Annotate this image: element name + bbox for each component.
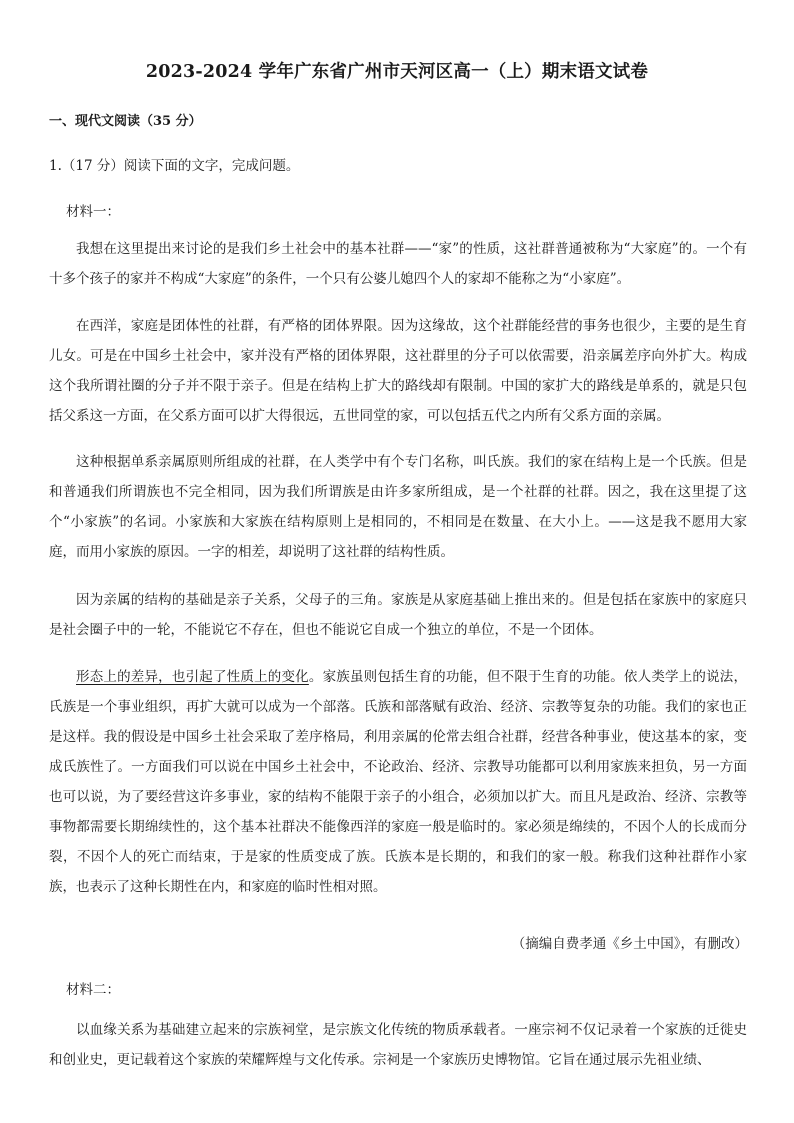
material1-paragraph-3: 这种根据单系亲属原则所组成的社群，在人类学中有个专门名称，叫氏族。我们的家在结构上是一个氏族。但是和普通我们所谓族也不完全相同，因为我们所谓族是由许多家所组成，是一个社群的社群。因之，我在这里提了这个“小家族”的名词。小家族和大家族在结构原则上是相同的，不相同是在数量、在大小上。——这是我不愿用大家庭，而用小家族的原因。一字的相差，却说明了这社群的结构性质。 [49,454,747,560]
material1-paragraph-2: 在西洋，家庭是团体性的社群，有严格的团体界限。因为这缘故，这个社群能经营的事务也很少，主要的是生育儿女。可是在中国乡土社会中，家并没有严格的团体界限，这社群里的分子可以依需要，沿亲属差序向外扩大。构成这个我所谓社圈的分子并不限于亲子。但是在结构上扩大的路线却有限制。中国的家扩大的路线是单系的，就是只包括父系这一方面，在父系方面可以扩大得很远，五世同堂的家，可以包括五代之内所有父系方面的亲属。 [49,318,747,424]
material1-paragraph-4: 因为亲属的结构的基础是亲子关系，父母子的三角。家族是从家庭基础上推出来的。但是包括在家族中的家庭只是社会圈子中的一轮，不能说它不存在，但也不能说它自成一个独立的单位，不是一个团体。 [49,592,747,638]
material1-source: （摘编自费孝通《乡土中国》，有删改） [511,936,748,952]
paragraph-5-text: 。家族虽则包括生育的功能，但不限于生育的功能。依人类学上的说法，氏族是一个事业组织，再扩大就可以成为一个部落。氏族和部落赋有政治、经济、宗教等复杂的功能。我们的家也正是这样。我的假设是中国乡土社会采取了差序格局，利用亲属的伦常去组合社群，经营各种事业，使这基本的家，变成氏族性了。一方面我们可以说在中国乡土社会中，不论政治、经济、宗教导功能都可以利用家族来担负，另一方面也可以说，为了要经营这许多事业，家的结构不能限于亲子的小组合，必须加以扩大。而且凡是政治、经济、宗教等事物都需要长期绵续性的，这个基本社群决不能像西洋的家庭一般是临时的。家必须是绵续的，不因个人的长成而分裂，不因个人的死亡而结束，于是家的性质变成了族。氏族本是长期的，和我们的家一般。称我们这种社群作小家族，也表示了这种长期性在内，和家庭的临时性相对照。 [49,669,748,895]
underlined-sentence: 形态上的差异，也引起了性质上的变化 [76,669,309,685]
material1-paragraph-1: 我想在这里提出来讨论的是我们乡土社会中的基本社群——“家”的性质，这社群普通被称为“大家庭”的。一个有十多个孩子的家并不构成“大家庭”的条件，一个只有公婆儿媳四个人的家却不能称之为“小家庭”。 [49,241,747,287]
section-heading: 一、现代文阅读（35 分） [49,114,202,129]
material1-label: 材料一： [66,204,120,220]
material2-paragraph-1: 以血缘关系为基础建立起来的宗族祠堂，是宗族文化传统的物质承载者。一座宗祠不仅记录着一个家族的迁徙史和创业史，更记载着这个家族的荣耀辉煌与文化传承。宗祠是一个家族历史博物馆。它旨在通过展示先祖业绩、 [49,1022,747,1068]
material1-paragraph-5 [49,662,747,902]
document-title: 2023-2024 学年广东省广州市天河区高一（上）期末语文试卷 [145,62,649,82]
material2-label: 材料二： [66,982,120,998]
question-prompt: 1.（17 分）阅读下面的文字，完成问题。 [49,158,300,174]
